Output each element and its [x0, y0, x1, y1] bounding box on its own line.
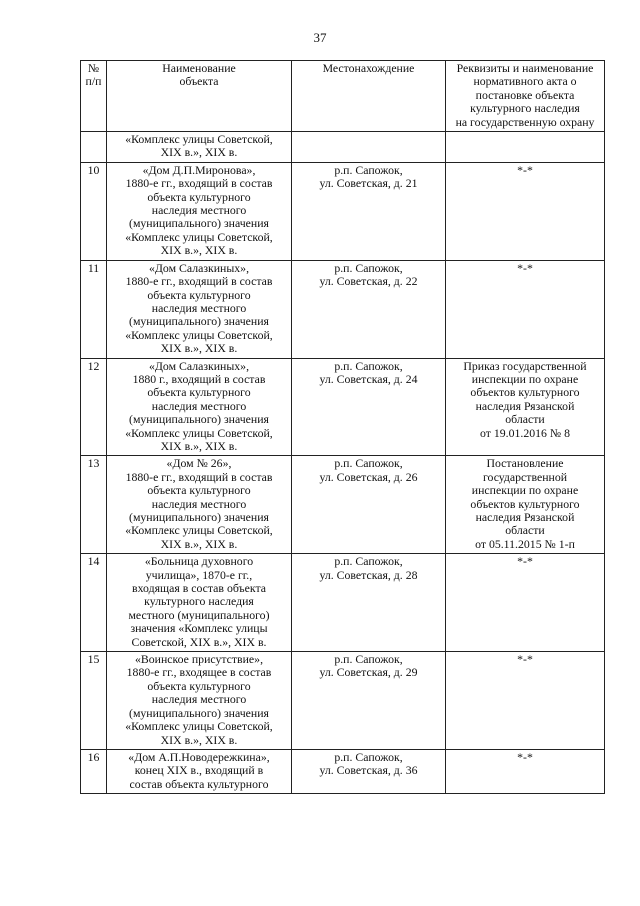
cell-requisites [446, 132, 605, 163]
cell-number: 12 [81, 358, 107, 456]
cell-number: 16 [81, 749, 107, 793]
page-number: 37 [313, 30, 327, 45]
cell-object-name: «Воинское присутствие», 1880-е гг., входящее в состав объекта культурного наследия местного (муниципального) значения «Комплекс улицы Советской, XIX в.», XIX в. [107, 652, 292, 750]
cell-location: р.п. Сапожок, ул. Советская, д. 26 [292, 456, 446, 554]
cell-number [81, 132, 107, 163]
table-row [81, 749, 605, 793]
cell-object-name: «Дом Салазкиных», 1880 г., входящий в состав объекта культурного наследия местного (муниципального) значения «Комплекс улицы Советской, XIX в.», XIX в. [107, 358, 292, 456]
header-requisites: Реквизиты и наименование нормативного акта о постановке объекта культурного наследия на государственную охрану [446, 61, 605, 132]
cell-requisites: *-* [446, 652, 605, 750]
cell-location: р.п. Сапожок, ул. Советская, д. 28 [292, 554, 446, 652]
cell-object-name: «Дом № 26», 1880-е гг., входящий в состав объекта культурного наследия местного (муниципального) значения «Комплекс улицы Советской, XIX в.», XIX в. [107, 456, 292, 554]
cell-location: р.п. Сапожок, ул. Советская, д. 22 [292, 260, 446, 358]
cell-requisites: Приказ государственной инспекции по охране объектов культурного наследия Рязанской области от 19.01.2016 № 8 [446, 358, 605, 456]
table-row [81, 358, 605, 456]
cell-requisites: Постановление государственной инспекции по охране объектов культурного наследия Рязанской области от 05.11.2015 № 1-п [446, 456, 605, 554]
table-row [81, 132, 605, 163]
header-number: № п/п [81, 61, 107, 132]
cell-object-name: «Дом Салазкиных», 1880-е гг., входящий в состав объекта культурного наследия местного (муниципального) значения «Комплекс улицы Советской, XIX в.», XIX в. [107, 260, 292, 358]
heritage-objects-table [80, 60, 605, 794]
cell-object-name: «Дом Д.П.Миронова», 1880-е гг., входящий в состав объекта культурного наследия местного (муниципального) значения «Комплекс улицы Советской, XIX в.», XIX в. [107, 162, 292, 260]
cell-number: 14 [81, 554, 107, 652]
cell-location: р.п. Сапожок, ул. Советская, д. 36 [292, 749, 446, 793]
cell-number: 11 [81, 260, 107, 358]
cell-object-name: «Комплекс улицы Советской, XIX в.», XIX в. [107, 132, 292, 163]
table-row [81, 162, 605, 260]
cell-requisites: *-* [446, 554, 605, 652]
cell-location: р.п. Сапожок, ул. Советская, д. 24 [292, 358, 446, 456]
header-location: Местонахождение [292, 61, 446, 132]
cell-requisites: *-* [446, 162, 605, 260]
cell-location: р.п. Сапожок, ул. Советская, д. 21 [292, 162, 446, 260]
cell-number: 13 [81, 456, 107, 554]
cell-requisites: *-* [446, 260, 605, 358]
table-row [81, 554, 605, 652]
cell-object-name: «Больница духовного училища», 1870-е гг., входящая в состав объекта культурного наследия местного (муниципального) значения «Комплекс улицы Советской, XIX в.», XIX в. [107, 554, 292, 652]
table-row [81, 456, 605, 554]
cell-object-name: «Дом А.П.Новодережкина», конец XIX в., входящий в состав объекта культурного [107, 749, 292, 793]
cell-number: 10 [81, 162, 107, 260]
cell-location [292, 132, 446, 163]
table-header-row [81, 61, 605, 132]
cell-requisites: *-* [446, 749, 605, 793]
cell-location: р.п. Сапожок, ул. Советская, д. 29 [292, 652, 446, 750]
table-row [81, 652, 605, 750]
header-object-name: Наименование объекта [107, 61, 292, 132]
cell-number: 15 [81, 652, 107, 750]
table-row [81, 260, 605, 358]
